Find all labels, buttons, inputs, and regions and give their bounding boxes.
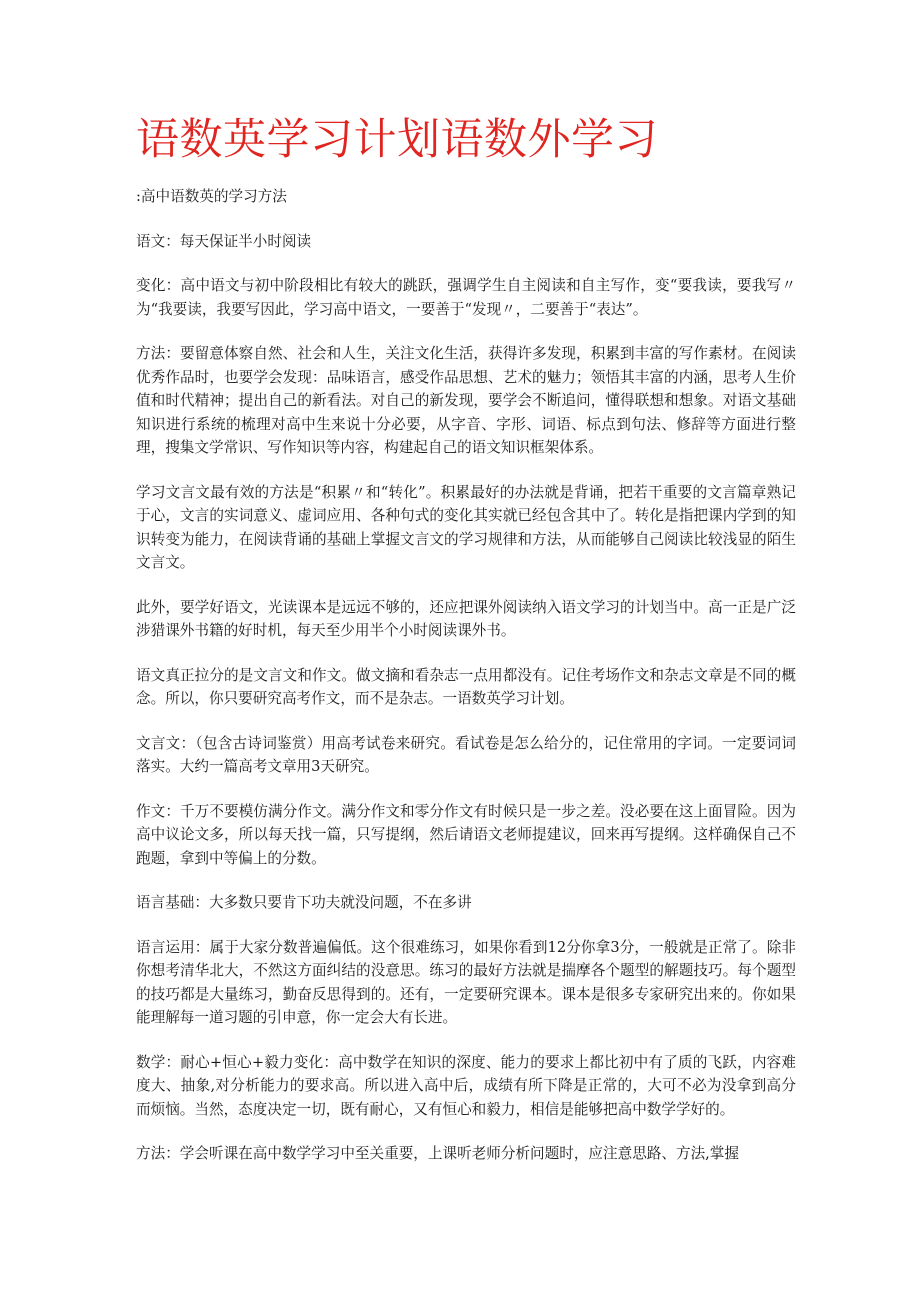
paragraph-math-change: 数学：耐心+恒心+毅力变化：高中数学在知识的深度、能力的要求上都比初中有了质的飞跃，内容难度大、抽象,对分析能力的要求高。所以进入高中后，成绩有所下降是正常的，大可不必为没拿到高分而烦恼。当然，态度决定一切，既有耐心，又有恒心和毅力，相信是能够把高中数学学好的。	[136, 1053, 796, 1118]
document-title: 语数英学习计划语数外学习	[136, 115, 658, 165]
document-body	[136, 185, 796, 1187]
paragraph-chinese-method: 方法：要留意体察自然、社会和人生，关注文化生活，获得许多发现，积累到丰富的写作素材。在阅读优秀作品时，也要学会发现：品味语言，感受作品思想、艺术的魅力；领悟其丰富的内涵，思考人生价值和时代精神；提出自己的新看法。对自己的新发现，要学会不断追问，懂得联想和想象。对语文基础知识进行系统的梳理对高中生来说十分必要，从字音、字形、词语、标点到句法、修辞等方面进行整理，搜集文学常识、写作知识等内容，构建起自己的语文知识框架体系。	[136, 345, 796, 456]
paragraph-math-method: 方法：学会听课在高中数学学习中至关重要，上课听老师分析问题时，应注意思路、方法,掌握	[136, 1145, 739, 1162]
paragraph-score-gap: 语文真正拉分的是文言文和作文。做文摘和看杂志一点用都没有。记住考场作文和杂志文章是不同的概念。所以，你只要研究高考作文，而不是杂志。一语数英学习计划。	[136, 666, 796, 707]
paragraph-extra-reading: 此外，要学好语文，光读课本是远远不够的，还应把课外阅读纳入语文学习的计划当中。高一正是广泛涉猎课外书籍的好时机，每天至少用半个小时阅读课外书。	[136, 598, 796, 639]
paragraph-heading-methods: :高中语数英的学习方法	[136, 188, 287, 205]
paragraph-composition: 作文：千万不要模仿满分作文。满分作文和零分作文有时候只是一步之差。没必要在这上面冒险。因为高中议论文多，所以每天找一篇，只写提纲，然后请语文老师提建议，回来再写提纲。这样确保自己不跑题，拿到中等偏上的分数。	[136, 802, 796, 867]
paragraph-language-basics: 语言基础：大多数只要肯下功夫就没问题，不在多讲	[136, 894, 472, 911]
paragraph-classical-study: 文言文：（包含古诗词鉴赏）用高考试卷来研究。看试卷是怎么给分的，记住常用的字词。一定要词词落实。大约一篇高考文章用3天研究。	[136, 734, 796, 775]
paragraph-classical-chinese: 学习文言文最有效的方法是“积累〃和“转化”。积累最好的办法就是背诵，把若干重要的文言篇章熟记于心，文言的实词意义、虚词应用、各种句式的变化其实就已经包含其中了。转化是指把课内学到的知识转变为能力，在阅读背诵的基础上掌握文言文的学习规律和方法，从而能够自己阅读比较浅显的陌生文言文。	[136, 483, 796, 571]
paragraph-chinese-intro: 语文：每天保证半小时阅读	[136, 232, 312, 250]
paragraph-language-usage: 语言运用：属于大家分数普遍偏低。这个很难练习，如果你看到12分你拿3分，一般就是正常了。除非你想考清华北大，不然这方面纠结的没意思。练习的最好方法就是揣摩各个题型的解题技巧。每个题型的技巧都是大量练习，勤奋反思得到的。还有，一定要研究课本。课本是很多专家研究出来的。你如果能理解每一道习题的引申意，你一定会大有长进。	[136, 938, 796, 1026]
paragraph-chinese-change: 变化：高中语文与初中阶段相比有较大的跳跃，强调学生自主阅读和自主写作，变“要我读，要我写〃为“我要读，我要写因此，学习高中语文，一要善于“发现〃，二要善于“表达”。	[136, 277, 796, 318]
